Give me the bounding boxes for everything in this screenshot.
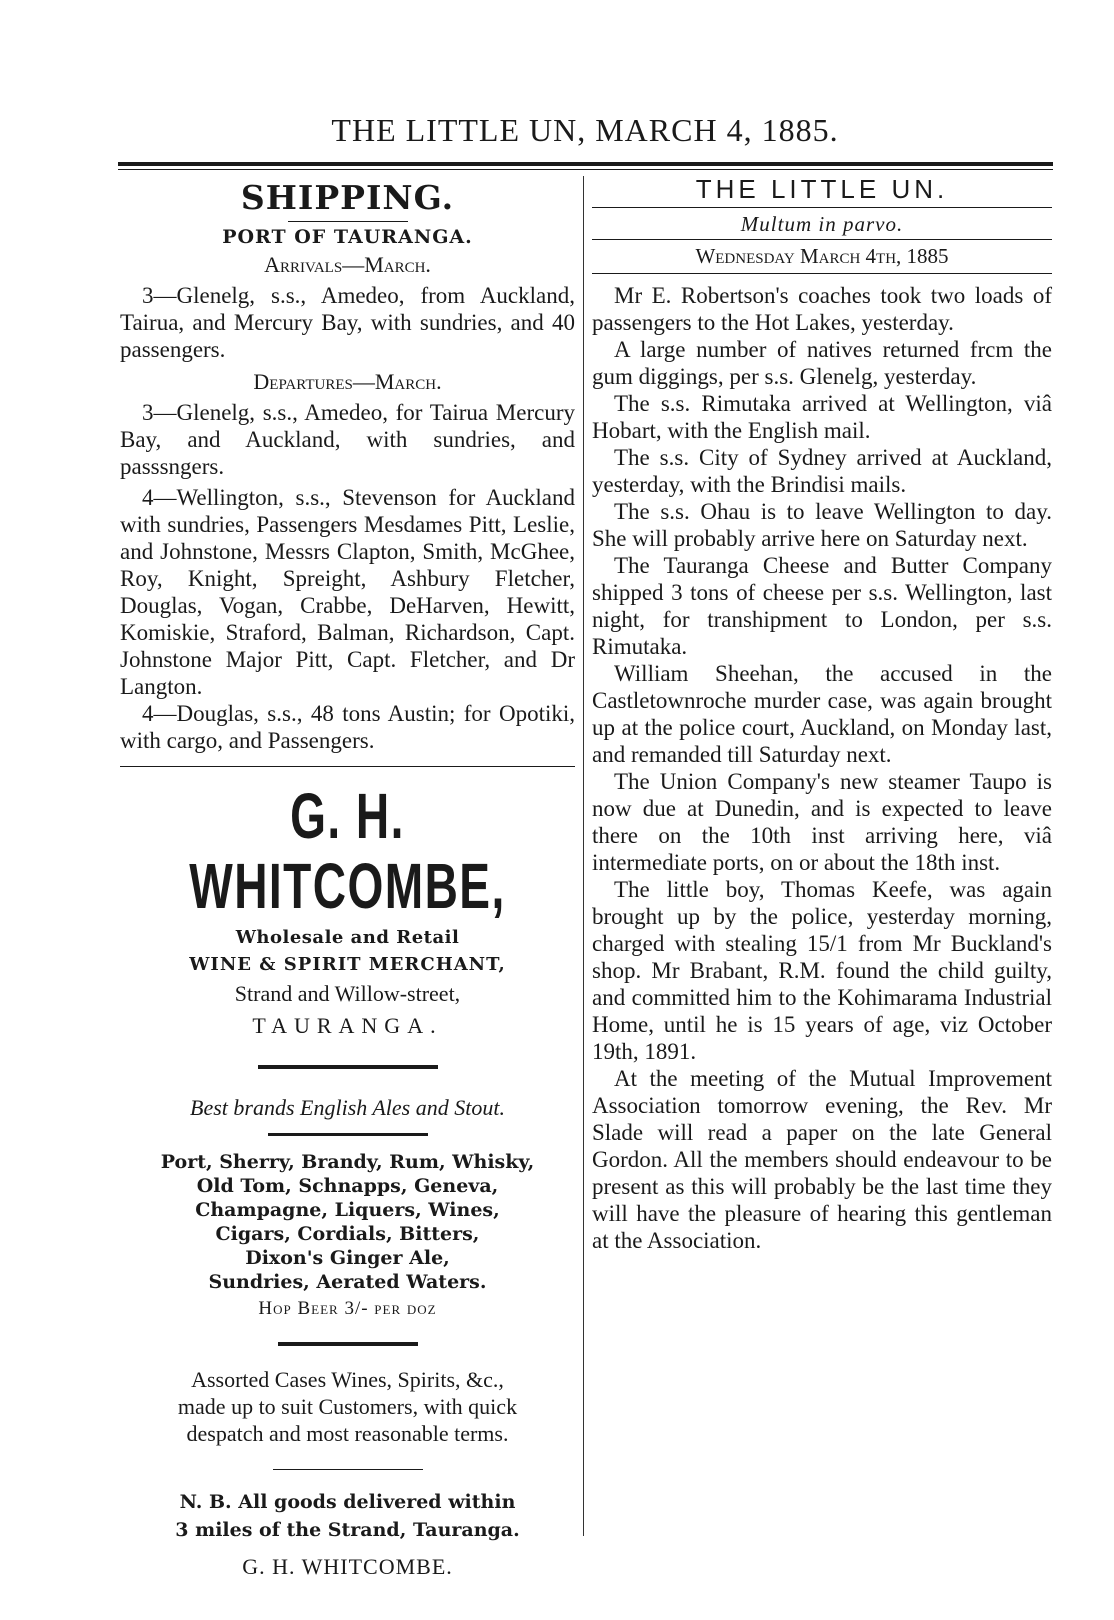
column-divider <box>583 176 584 1536</box>
product-line: Cigars, Cordials, Bitters, <box>215 1223 480 1245</box>
arrival-entry: 3—Glenelg, s.s., Amedeo, from Auckland, Tairua, and Mercury Bay, with sundries, and 40 passengers. <box>120 283 575 362</box>
arrivals-heading: Arrivals—March. <box>264 252 431 277</box>
assorted-line: made up to suit Customers, with quick <box>177 1394 518 1419</box>
right-column <box>592 176 1052 1254</box>
advert-assorted <box>120 1366 575 1447</box>
advert-bar <box>268 1133 428 1136</box>
news-item: Mr E. Robertson's coaches took two loads of passengers to the Hot Lakes, yesterday. <box>592 283 1052 335</box>
departures-heading: Departures—March. <box>253 369 442 394</box>
news-item: The Union Company's new steamer Taupo is now due at Dunedin, and is expected to leave there on the 10th inst arriving here, viâ intermediate ports, on or about the 18th inst. <box>592 769 1052 875</box>
news-item: A large number of natives returned frcm the gum diggings, per s.s. Glenelg, yesterday. <box>592 337 1052 389</box>
advert-product-list <box>120 1150 575 1294</box>
nb-line: 3 miles of the Strand, Tauranga. <box>175 1519 520 1541</box>
advert-rule <box>273 1469 423 1470</box>
news-title-rule <box>592 207 1052 208</box>
port-heading: PORT OF TAURANGA. <box>222 226 473 248</box>
news-item: The s.s. City of Sydney arrived at Auckland, yesterday, with the Brindisi mails. <box>592 445 1052 497</box>
masthead-rule-thin <box>118 169 1053 170</box>
news-item: The Tauranga Cheese and Butter Company shipped 3 tons of cheese per s.s. Wellington, last night, for transhipment to London, per s.s. Rimutaka. <box>592 553 1052 659</box>
section-rule <box>120 766 575 767</box>
advert-subtitle: Wholesale and Retail <box>235 927 460 948</box>
news-item: The little boy, Thomas Keefe, was again brought up by the police, yesterday morning, charged with stealing 15/1 from Mr Buckland's shop. Mr Brabant, R.M. found the child guilty, and committed him to the Kohimarama Industrial Home, until he is 15 years of age, viz October 19th, 1891. <box>592 877 1052 1064</box>
news-item: The s.s. Rimutaka arrived at Wellington, viâ Hobart, with the English mail. <box>592 391 1052 443</box>
product-line: Champagne, Liquers, Wines, <box>195 1199 500 1221</box>
departure-entry: 4—Wellington, s.s., Stevenson for Auckland with sundries, Passengers Mesdames Pitt, Leslie, and Johnstone, Messrs Clapton, Smith, McGhee, Roy, Knight, Spreight, Ashbury Fletcher, Douglas, Vogan, Crabbe, DeHarven, Hewitt, Komiskie, Straford, Balman, Richardson, Capt. Johnstone Major Pitt, Capt. Fletcher, and Dr Langton. <box>120 485 575 699</box>
page-masthead: THE LITTLE UN, MARCH 4, 1885. <box>331 112 839 148</box>
advert-bar <box>278 1342 418 1346</box>
advert-signature: G. H. WHITCOMBE. <box>242 1554 453 1579</box>
advert-trade: WINE & SPIRIT MERCHANT, <box>189 954 506 975</box>
departure-entry: 4—Douglas, s.s., 48 tons Austin; for Opotiki, with cargo, and Passengers. <box>120 701 575 753</box>
news-item: William Sheehan, the accused in the Castletownroche murder case, was again brought up at the police court, Auckland, on Monday last, and remanded till Saturday next. <box>592 661 1052 767</box>
news-item: At the meeting of the Mutual Improvement Association tomorrow evening, the Rev. Mr Slade will read a paper on the late General Gordon. All the members should endeavour to be present as this will probably be the last time they will have the pleasure of hearing this gentleman at the Association. <box>592 1066 1052 1253</box>
nb-line: N. B. All goods delivered within <box>179 1491 516 1513</box>
news-item: The s.s. Ohau is to leave Wellington to day. She will probably arrive here on Saturday next. <box>592 499 1052 551</box>
product-line: Sundries, Aerated Waters. <box>208 1271 487 1293</box>
news-motto: Multum in parvo. <box>740 212 904 236</box>
advert-delivery-note <box>120 1488 575 1544</box>
advert-address: Strand and Willow-street, <box>234 981 461 1006</box>
product-line: Port, Sherry, Brandy, Rum, Whisky, <box>160 1151 535 1173</box>
left-column <box>120 176 575 1580</box>
shipping-title-rule <box>288 221 408 222</box>
news-dateline: Wednesday March 4th, 1885 <box>695 244 949 268</box>
product-line: Old Tom, Schnapps, Geneva, <box>196 1175 499 1197</box>
news-title: THE LITTLE UN. <box>695 174 949 204</box>
advert-town: TAURANGA. <box>252 1013 443 1038</box>
departure-entry: 3—Glenelg, s.s., Amedeo, for Tairua Mercury Bay, and Auckland, with sundries, and passsngers. <box>120 400 575 479</box>
masthead-rule-thick <box>118 162 1053 166</box>
advert-brands: Best brands English Ales and Stout. <box>190 1095 505 1120</box>
product-line: Dixon's Ginger Ale, <box>245 1247 450 1269</box>
assorted-line: Assorted Cases Wines, Spirits, &c., <box>191 1367 504 1392</box>
advert-hop-beer: Hop Beer 3/- per doz <box>258 1298 437 1319</box>
assorted-line: despatch and most reasonable terms. <box>186 1421 509 1446</box>
news-motto-rule <box>592 239 1052 240</box>
advert-bar <box>258 1065 438 1069</box>
shipping-title: SHIPPING. <box>240 178 455 217</box>
news-dateline-rule <box>592 273 1052 274</box>
advertiser-name: G. H. WHITCOMBE, <box>189 780 506 922</box>
